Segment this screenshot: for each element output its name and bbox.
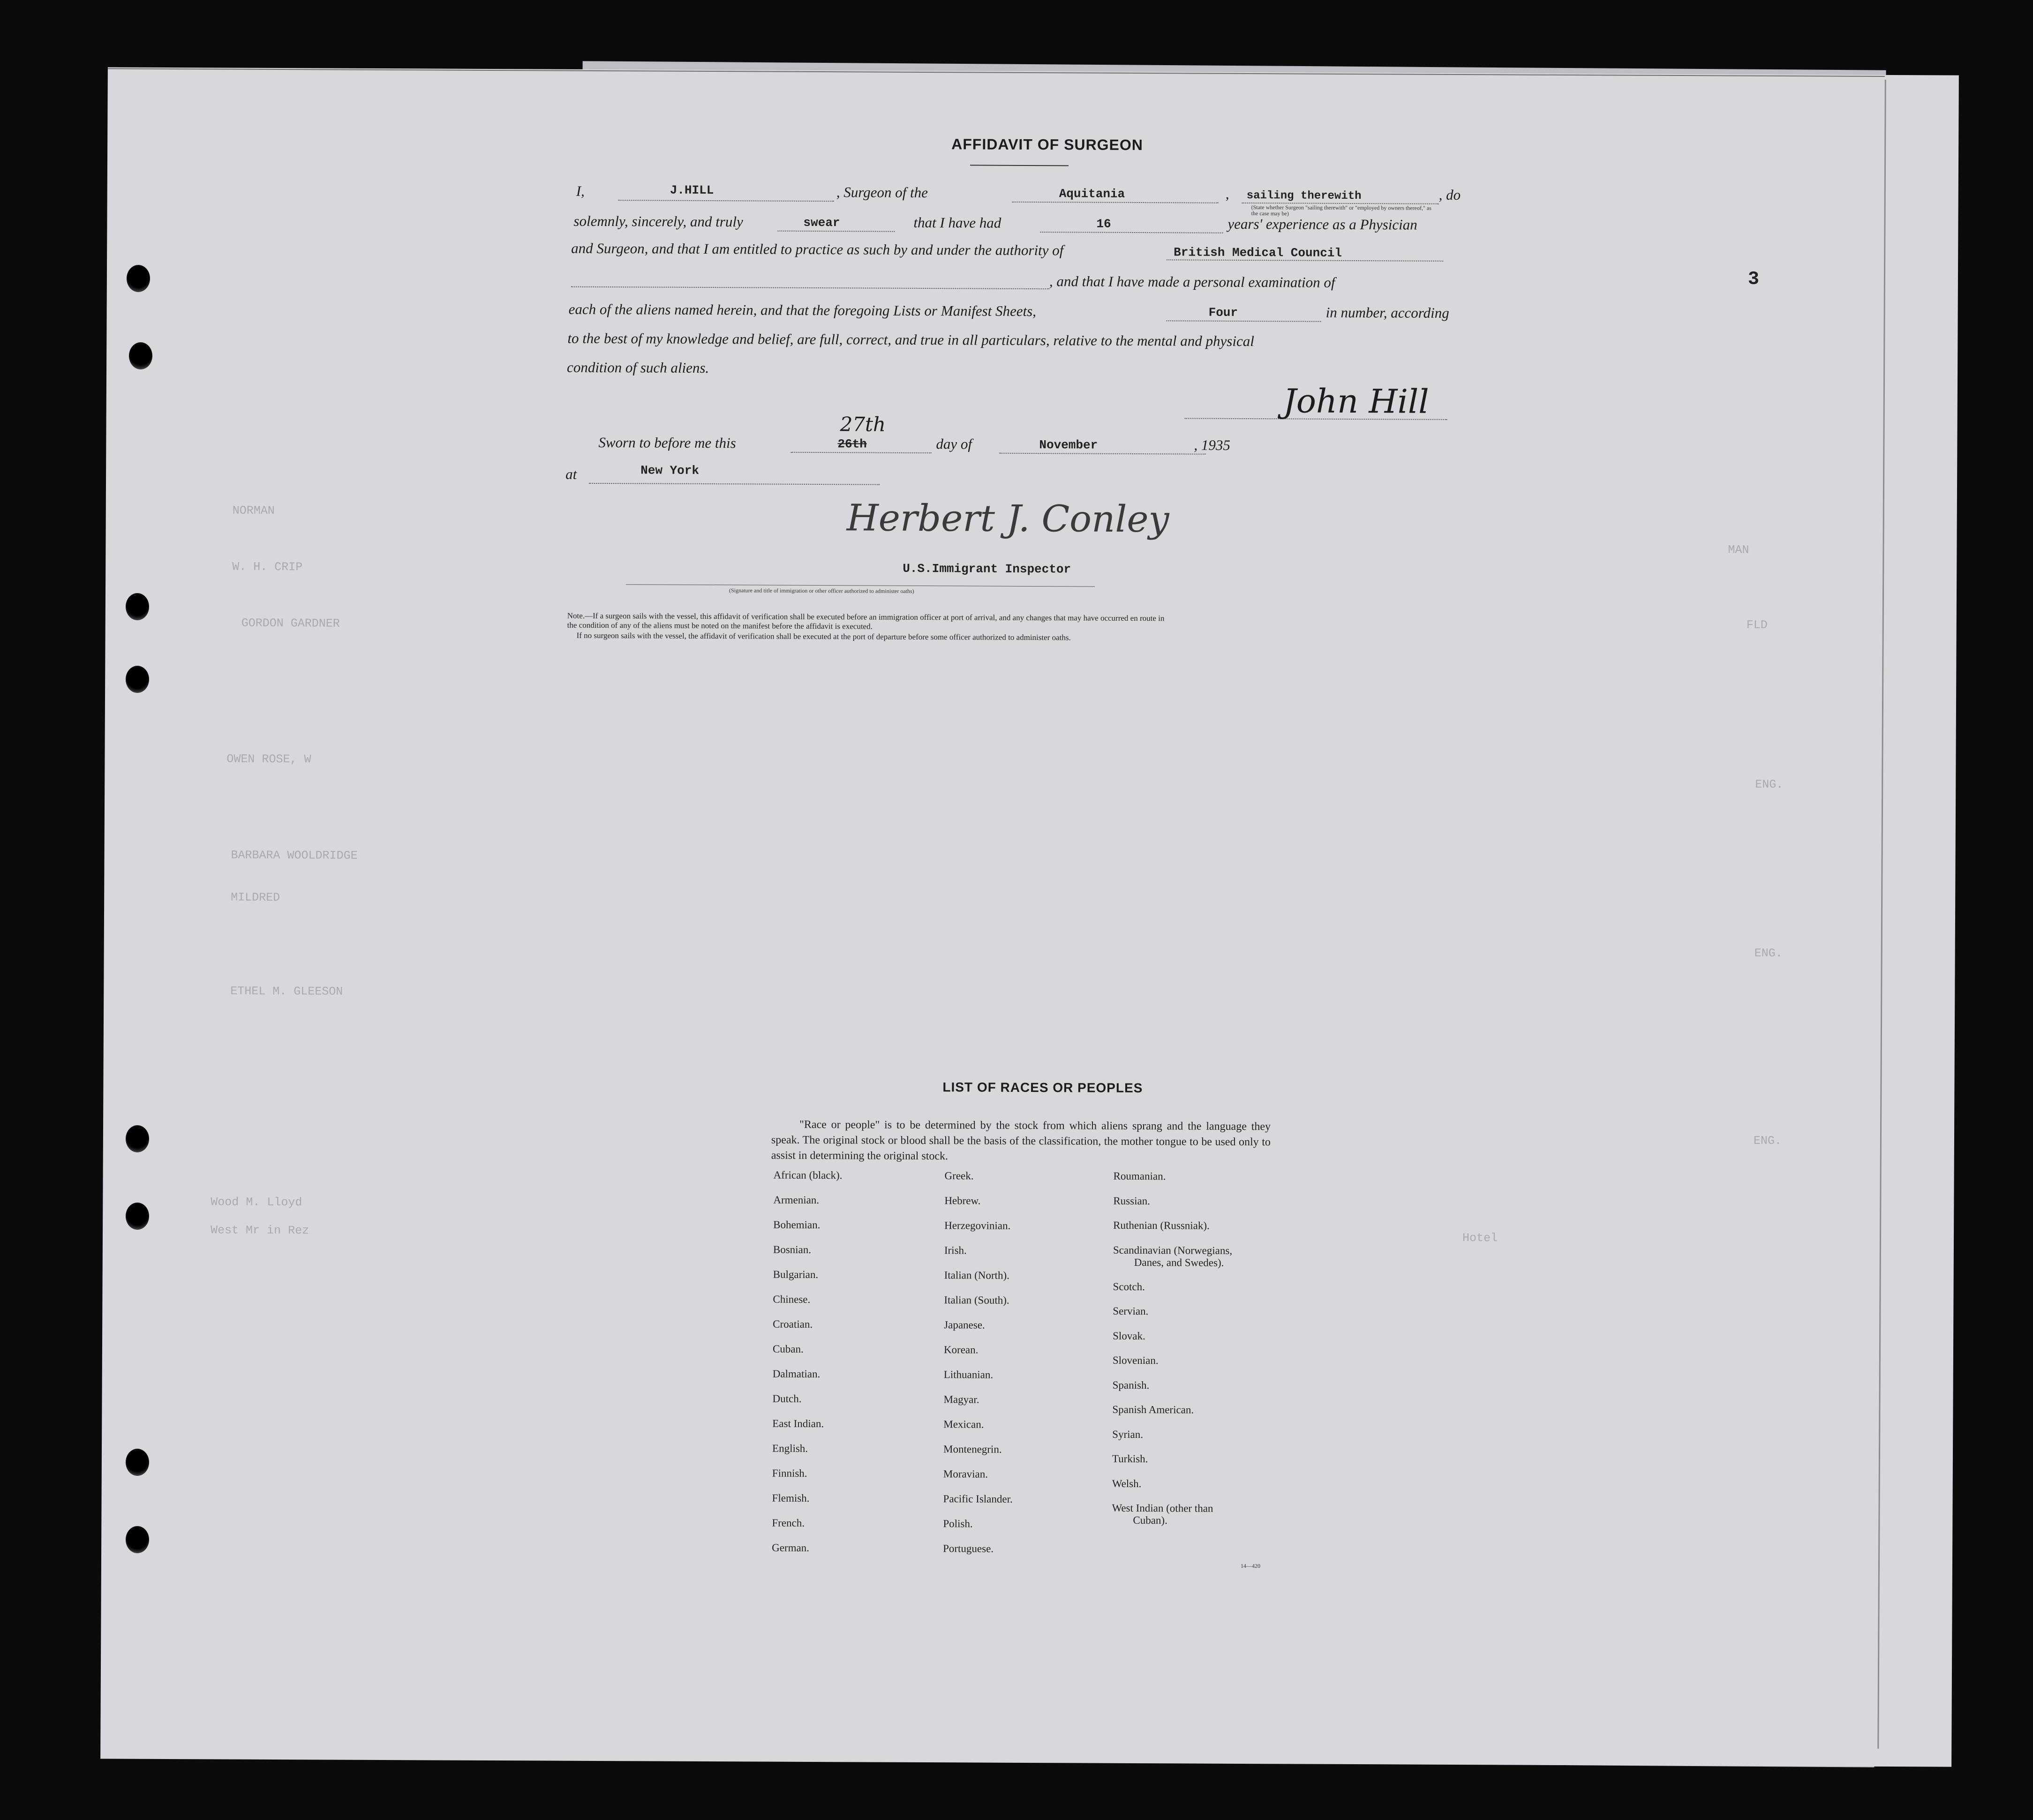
punch-hole xyxy=(126,1526,149,1553)
oath-word: swear xyxy=(803,215,840,230)
page-edge-line xyxy=(1877,80,1886,1749)
race-item: Slovak. xyxy=(1113,1330,1145,1342)
dotted-fill-line xyxy=(571,286,1049,289)
race-item: Irish. xyxy=(944,1244,967,1256)
dotted-fill-line xyxy=(999,453,1205,455)
manifest-page xyxy=(100,67,1959,1767)
race-item: Ruthenian (Russniak). xyxy=(1113,1219,1210,1232)
bleed-through-text: Wood M. Lloyd xyxy=(211,1195,302,1210)
affidavit-line4: , and that I have made a personal examination of xyxy=(1049,273,1335,291)
race-item: Moravian. xyxy=(943,1468,988,1480)
affidavit-line1-prefix: I, xyxy=(576,182,585,199)
race-item: Armenian. xyxy=(773,1194,820,1206)
dotted-fill-line xyxy=(1012,202,1219,203)
race-item: Roumanian. xyxy=(1113,1170,1166,1182)
punch-hole xyxy=(126,1125,149,1152)
race-item: Polish. xyxy=(943,1518,973,1530)
race-item: Welsh. xyxy=(1112,1477,1142,1490)
authority: British Medical Council xyxy=(1174,245,1342,260)
affidavit-line3-prefix: and Surgeon, and that I am entitled to practice as such by and under the authority of xyxy=(571,240,1064,259)
affidavit-line2-mid: that I have had xyxy=(913,214,1001,231)
race-item: African (black). xyxy=(773,1169,843,1181)
title-underline xyxy=(970,165,1069,166)
race-item: Scandinavian (Norwegians, xyxy=(1113,1244,1233,1256)
sworn-year: , 1935 xyxy=(1194,436,1230,453)
affidavit-line2-suffix: years' experience as a Physician xyxy=(1227,215,1417,233)
dotted-fill-line xyxy=(589,483,880,485)
affidavit-line5-prefix: each of the aliens named herein, and that the foregoing Lists or Manifest Sheets, xyxy=(568,301,1037,320)
sworn-month: November xyxy=(1039,438,1098,452)
vessel-name: Aquitania xyxy=(1059,187,1125,201)
race-item: English. xyxy=(772,1442,808,1454)
bleed-through-text: OWEN ROSE, W xyxy=(226,752,311,767)
race-item: Mexican. xyxy=(943,1418,984,1430)
bleed-through-text: BARBARA WOOLDRIDGE xyxy=(231,848,358,863)
race-item: Lithuanian. xyxy=(943,1369,994,1381)
sworn-prefix: Sworn to before me this xyxy=(598,434,736,451)
race-item: Cuban). xyxy=(1133,1514,1167,1527)
years-experience: 16 xyxy=(1096,217,1111,231)
affidavit-line7: condition of such aliens. xyxy=(567,359,709,376)
dotted-fill-line xyxy=(777,231,895,232)
dotted-fill-line xyxy=(1040,232,1223,233)
race-item: Russian. xyxy=(1113,1195,1151,1207)
punch-hole xyxy=(126,666,149,693)
punch-hole xyxy=(126,1449,149,1476)
race-item: Herzegovinian. xyxy=(944,1219,1011,1232)
race-item: Dalmatian. xyxy=(772,1368,821,1380)
note-line1: Note.—If a surgeon sails with the vessel, this affidavit of verification shall be executed before an immigration officer at port of arrival, and any changes that may have occurred en route in xyxy=(567,611,1165,623)
bleed-through-text: ETHEL M. GLEESON xyxy=(230,984,343,999)
race-item: Montenegrin. xyxy=(943,1443,1002,1455)
race-item: Hebrew. xyxy=(944,1195,981,1207)
bleed-through-text: West Mr in Rez xyxy=(211,1223,309,1238)
race-item: French. xyxy=(772,1517,805,1529)
race-item: Magyar. xyxy=(943,1393,979,1406)
dotted-fill-line xyxy=(618,200,834,202)
race-item: Portuguese. xyxy=(943,1542,994,1555)
bleed-through-text: W. H. CRIP xyxy=(232,560,303,574)
race-item: Pacific Islander. xyxy=(943,1493,1013,1505)
race-item: Korean. xyxy=(943,1344,979,1356)
race-item: Bohemian. xyxy=(773,1218,821,1231)
at-label: at xyxy=(565,466,577,482)
form-number: 14—420 xyxy=(1240,1562,1260,1570)
bleed-through-text: NORMAN xyxy=(232,504,275,518)
race-item: Bosnian. xyxy=(773,1243,812,1256)
race-item: Finnish. xyxy=(772,1467,807,1479)
sworn-place: New York xyxy=(640,463,700,478)
punch-hole xyxy=(127,265,150,292)
sworn-day-corrected: 27th xyxy=(840,413,886,436)
race-item: Danes, and Swedes). xyxy=(1134,1256,1224,1269)
race-item: Italian (South). xyxy=(944,1294,1009,1306)
sailing-note: (State whether Surgeon "sailing therewith" or "employed by owners thereof," as the case may be) xyxy=(1251,204,1431,217)
sworn-day-struck: 26th xyxy=(837,437,867,451)
race-item: Servian. xyxy=(1113,1305,1149,1317)
bleed-through-text: ENG. xyxy=(1753,1134,1782,1148)
races-column-1 xyxy=(772,1163,843,1561)
race-item: Greek. xyxy=(944,1170,974,1182)
race-item: Bulgarian. xyxy=(773,1268,819,1281)
dotted-fill-line xyxy=(1167,320,1321,322)
race-item: Syrian. xyxy=(1112,1428,1144,1441)
affidavit-title: AFFIDAVIT OF SURGEON xyxy=(951,135,1144,154)
inspector-title: U.S.Immigrant Inspector xyxy=(903,561,1071,577)
bleed-through-text: ENG. xyxy=(1755,777,1784,792)
dotted-fill-line xyxy=(791,452,931,453)
sworn-mid: day of xyxy=(936,436,972,452)
affidavit-line1-mid: , Surgeon of the xyxy=(836,184,928,201)
race-item: West Indian (other than xyxy=(1112,1502,1213,1514)
bleed-through-text: Hotel xyxy=(1462,1231,1498,1245)
signature-caption: (Signature and title of immigration or other officer authorized to administer oaths) xyxy=(729,587,914,594)
inspector-signature: Herbert J. Conley xyxy=(846,497,1169,541)
bleed-through-text: GORDON GARDNER xyxy=(241,616,340,631)
note-line2: the condition of any of the aliens must be noted on the manifest before the affidavit is executed. xyxy=(567,620,873,631)
bleed-through-text: ENG. xyxy=(1754,946,1783,961)
punch-hole xyxy=(126,593,149,620)
surgeon-signature: John Hill xyxy=(1283,382,1429,421)
comma: , xyxy=(1225,185,1229,202)
race-item: Flemish. xyxy=(772,1492,810,1504)
race-item: Japanese. xyxy=(944,1319,985,1331)
affidavit-line1-suffix: , do xyxy=(1438,186,1461,203)
race-item: Croatian. xyxy=(773,1318,813,1330)
races-title: LIST OF RACES OR PEOPLES xyxy=(942,1080,1143,1096)
bleed-through-text: MAN xyxy=(1728,543,1749,557)
race-item: Dutch. xyxy=(772,1392,802,1405)
race-item: Cuban. xyxy=(772,1343,804,1355)
sheet-count: Four xyxy=(1208,305,1238,320)
punch-hole xyxy=(129,342,152,369)
surgeon-name: J.HILL xyxy=(670,183,714,198)
note-line3: If no surgeon sails with the vessel, the affidavit of verification shall be executed at the port of departure before some officer authorized to administer oaths. xyxy=(576,631,1071,642)
race-item: Spanish. xyxy=(1112,1379,1150,1391)
race-item: Spanish American. xyxy=(1112,1403,1194,1416)
races-paragraph: "Race or people" is to be determined by the stock from which aliens sprang and the language they speak. The original stock or blood shall be the basis of the classification, the mother tongue to be used only to assist in determining the original stock. xyxy=(771,1118,1271,1163)
race-item: Chinese. xyxy=(773,1293,811,1305)
affidavit-line5-suffix: in number, according xyxy=(1325,304,1449,321)
affidavit-line6: to the best of my knowledge and belief, are full, correct, and true in all particulars, relative to the mental and physical xyxy=(567,330,1254,350)
sailing-status: sailing therewith xyxy=(1246,189,1362,203)
race-item: Turkish. xyxy=(1112,1452,1148,1465)
punch-hole xyxy=(126,1203,149,1230)
signature-line xyxy=(626,584,1095,587)
bleed-through-text: FLD xyxy=(1746,618,1768,632)
race-item: Slovenian. xyxy=(1112,1354,1159,1367)
races-column-2 xyxy=(943,1163,1014,1561)
race-item: Scotch. xyxy=(1113,1280,1145,1293)
bleed-through-text: MILDRED xyxy=(231,890,280,905)
race-item: Italian (North). xyxy=(944,1269,1009,1281)
affidavit-line2-prefix: solemnly, sincerely, and truly xyxy=(573,212,743,230)
sheet-number: 3 xyxy=(1747,269,1760,290)
race-item: East Indian. xyxy=(772,1417,824,1430)
race-item: German. xyxy=(772,1542,810,1554)
